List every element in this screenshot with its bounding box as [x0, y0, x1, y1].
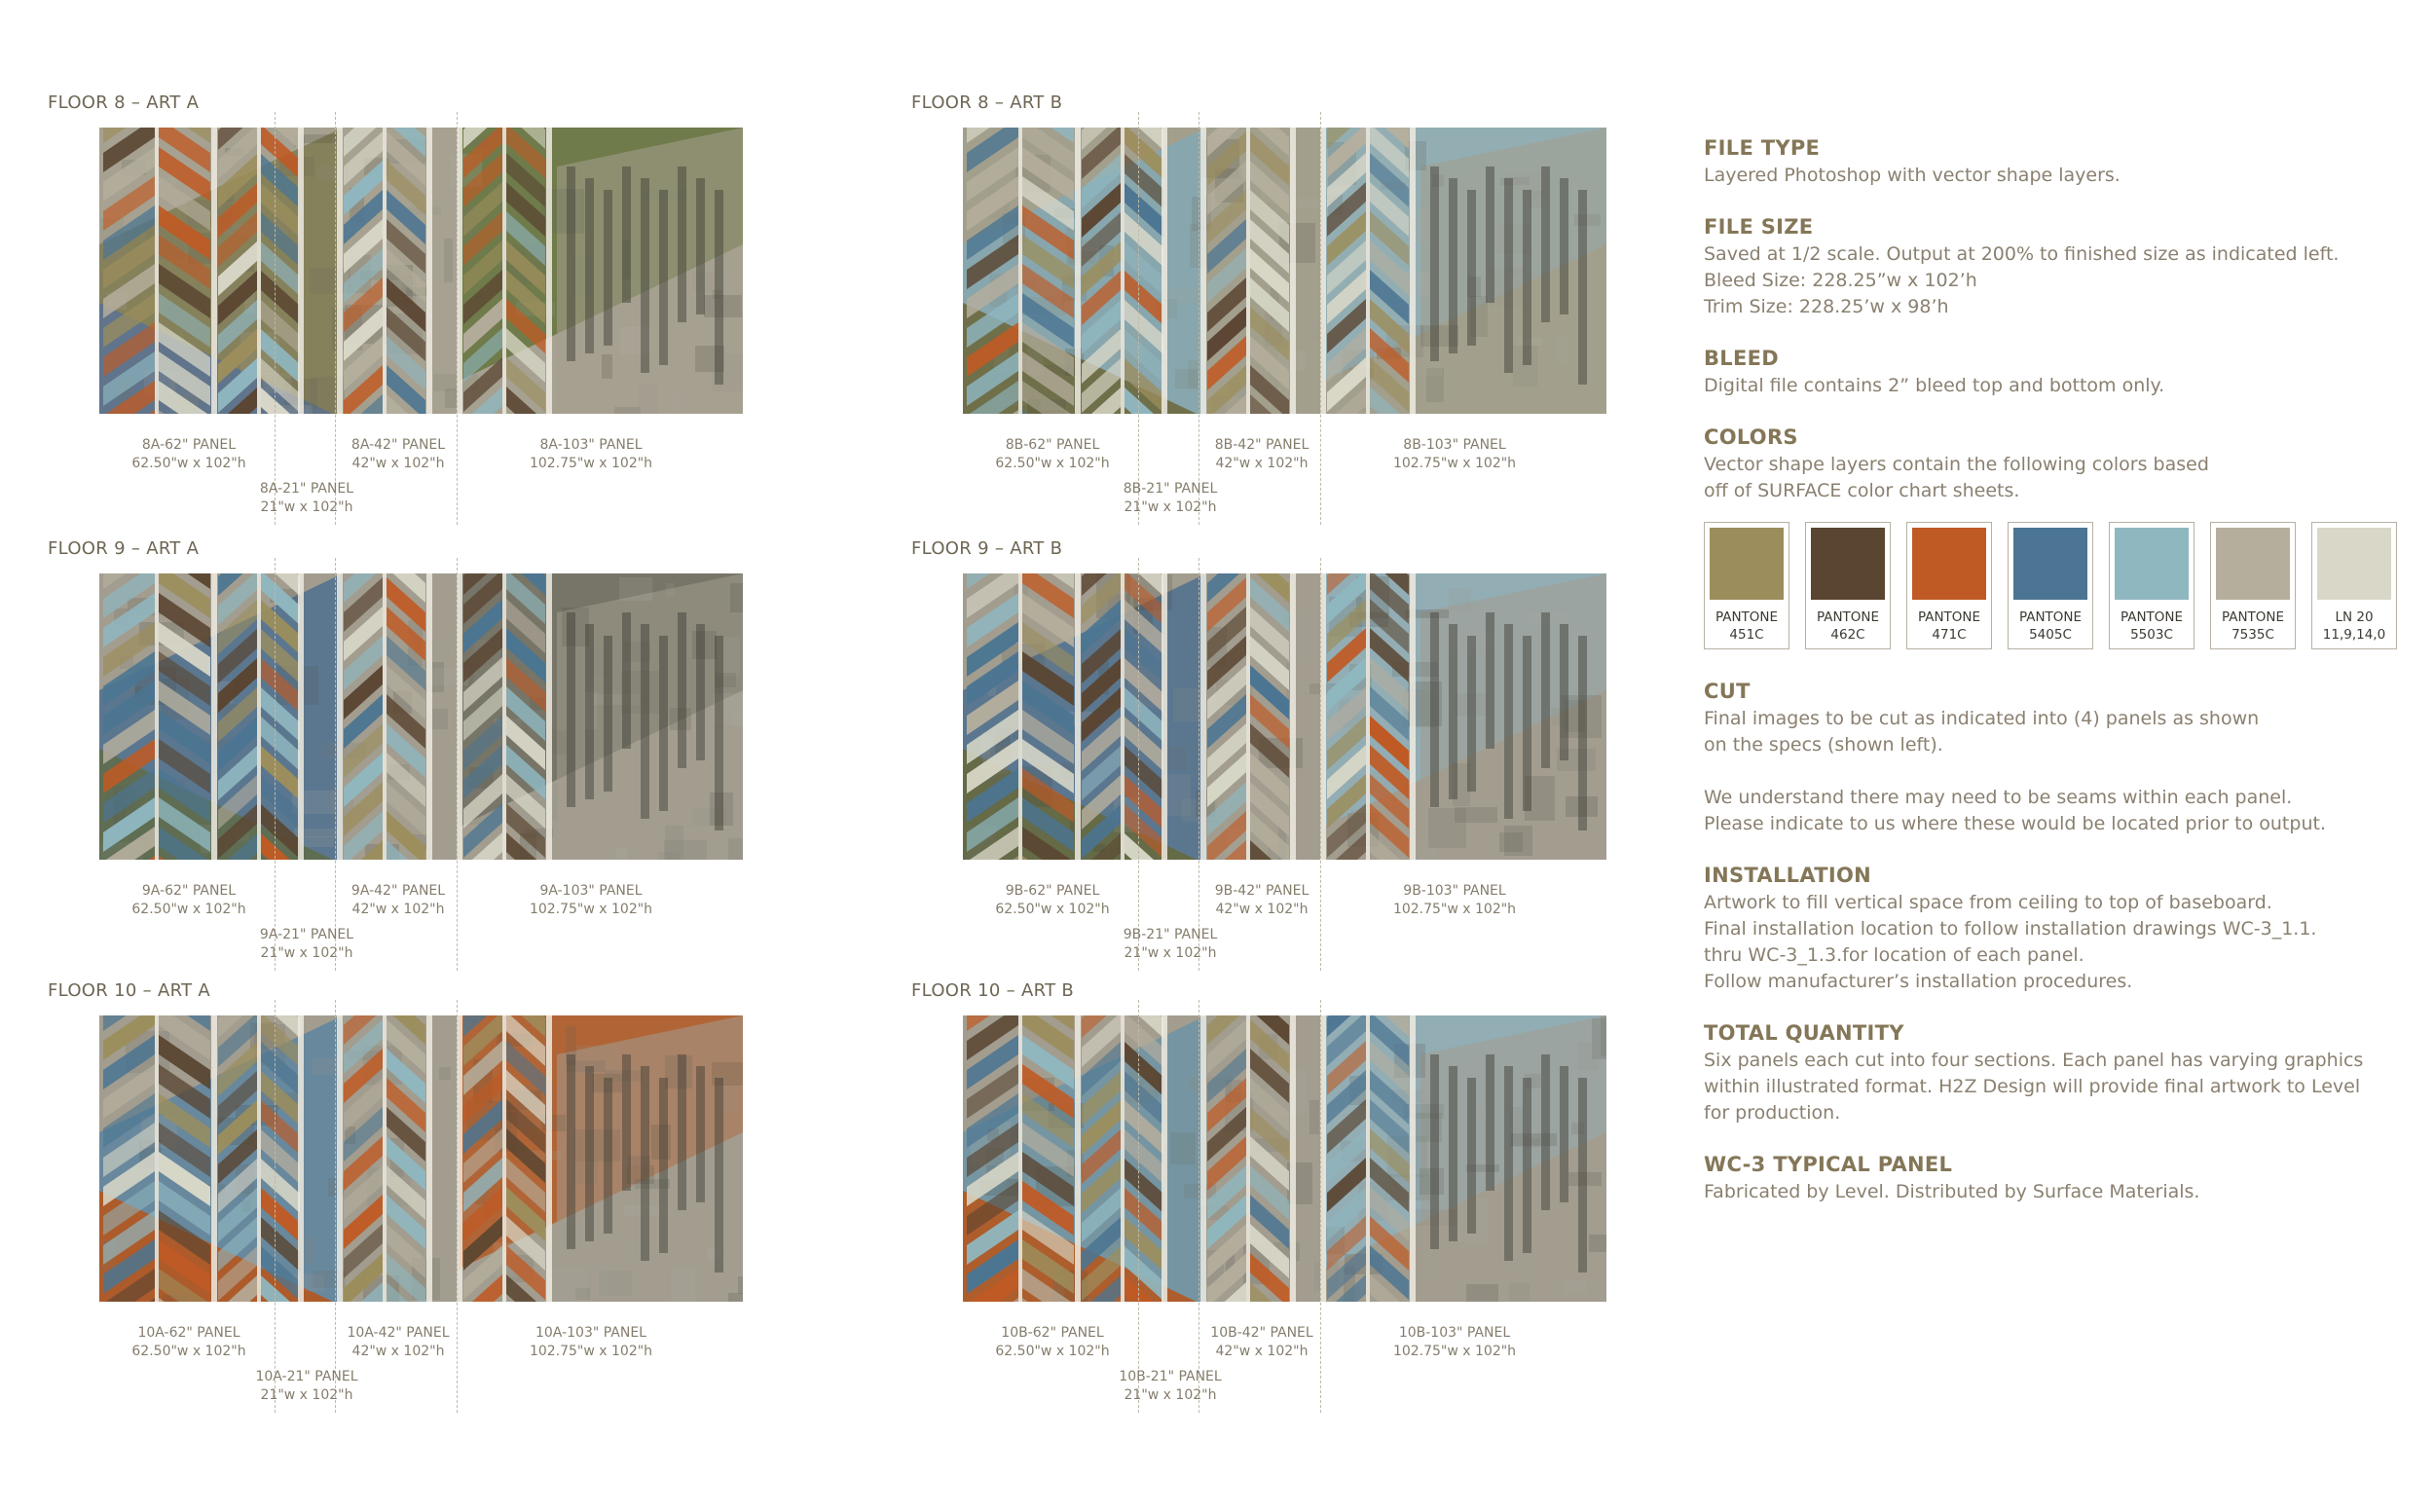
- panel-name: 10B-21" PANEL: [1119, 1369, 1222, 1384]
- swatch-name: PANTONE: [2018, 609, 2083, 625]
- panel-size: 21"w x 102"h: [260, 499, 353, 515]
- panel-size: 102.75"w x 102"h: [529, 902, 653, 917]
- panel-label-62: [995, 1324, 1109, 1361]
- panel-label-42: [347, 1324, 449, 1361]
- swatch-chip: [2115, 528, 2189, 600]
- section-heading: WC-3 TYPICAL PANEL: [1704, 1153, 1953, 1176]
- panel-size: 21"w x 102"h: [260, 1387, 353, 1403]
- floor-title: FLOOR 10 – ART A: [48, 980, 210, 1001]
- panel-label-62: [131, 1324, 245, 1361]
- art-block: [911, 92, 1651, 521]
- panel-label-21: [1124, 926, 1218, 963]
- panel-label-103: [530, 1324, 652, 1361]
- panel-size: 102.75"w x 102"h: [1392, 456, 1517, 471]
- spec-text-line: Layered Photoshop with vector shape layers.: [1704, 165, 2121, 186]
- panel-label-21: [1119, 1368, 1221, 1405]
- panel-name: 10A-62" PANEL: [137, 1325, 240, 1341]
- panel-seam: [275, 1000, 276, 1413]
- panel-size: 42"w x 102"h: [351, 456, 445, 471]
- panel-size: 21"w x 102"h: [1124, 499, 1217, 515]
- panel-size: 62.50"w x 102"h: [995, 456, 1110, 471]
- panel-size: 62.50"w x 102"h: [995, 902, 1110, 917]
- mural-artwork-image: [99, 1015, 743, 1302]
- spec-text-line: Six panels each cut into four sections. Each panel has varying graphics: [1704, 1050, 2364, 1071]
- panel-size: 62.50"w x 102"h: [995, 1344, 1110, 1359]
- swatch-chip: [2317, 528, 2391, 600]
- panel-name: 10A-42" PANEL: [347, 1325, 450, 1341]
- panel-size: 102.75"w x 102"h: [1392, 1344, 1517, 1359]
- floor-title: FLOOR 8 – ART B: [911, 92, 1063, 113]
- swatch-code: 11,9,14,0: [2322, 627, 2386, 643]
- panel-seam: [335, 112, 336, 525]
- panel-label-42: [1215, 882, 1309, 919]
- panel-label-103: [1393, 1324, 1516, 1361]
- mural-graphic: [99, 128, 743, 414]
- spec-text-line: Vector shape layers contain the following colors based: [1704, 454, 2209, 475]
- floor-title: FLOOR 9 – ART B: [911, 538, 1063, 559]
- panel-name: 10A-103" PANEL: [535, 1325, 646, 1341]
- panel-seam: [1138, 558, 1139, 971]
- spec-text-line: We understand there may need to be seams within each panel.: [1704, 787, 2293, 808]
- panel-name: 9B-42" PANEL: [1214, 883, 1309, 899]
- mural-artwork-image: [963, 573, 1606, 860]
- section-heading: FILE SIZE: [1704, 215, 1814, 239]
- section-heading: INSTALLATION: [1704, 864, 1872, 887]
- panel-label-42: [351, 436, 445, 473]
- panel-seam: [457, 558, 458, 971]
- bleed-section: [1704, 347, 2405, 399]
- panel-size: 42"w x 102"h: [351, 1344, 445, 1359]
- spec-text-line: Trim Size: 228.25’w x 98’h: [1704, 296, 1949, 317]
- mural-graphic: [99, 1015, 743, 1302]
- panel-size: 62.50"w x 102"h: [131, 1344, 246, 1359]
- panel-seam: [1320, 1000, 1321, 1413]
- mural-artwork-image: [963, 1015, 1606, 1302]
- color-swatch: [2008, 522, 2093, 649]
- color-swatch: [2210, 522, 2296, 649]
- panel-name: 8A-42" PANEL: [350, 437, 446, 453]
- swatch-name: PANTONE: [2221, 609, 2285, 625]
- floor-title: FLOOR 8 – ART A: [48, 92, 200, 113]
- panel-name: 9B-21" PANEL: [1123, 927, 1218, 942]
- panel-label-62: [131, 882, 245, 919]
- total-quantity-section: [1704, 1021, 2405, 1126]
- art-block: [48, 92, 788, 521]
- color-swatch: [1805, 522, 1891, 649]
- panel-label-103: [530, 436, 652, 473]
- floor-title: FLOOR 10 – ART B: [911, 980, 1075, 1001]
- spec-text-line: Final installation location to follow installation drawings WC-3_1.1.: [1704, 918, 2317, 940]
- swatch-code: 471C: [1932, 627, 1967, 643]
- panel-name: 8A-103" PANEL: [539, 437, 643, 453]
- panel-seam: [275, 112, 276, 525]
- swatch-name: PANTONE: [2120, 609, 2184, 625]
- cut-section: [1704, 680, 2405, 837]
- panel-size: 42"w x 102"h: [1215, 902, 1309, 917]
- mural-graphic: [963, 1015, 1606, 1302]
- panel-name: 8B-62" PANEL: [1005, 437, 1100, 453]
- panel-label-42: [1215, 436, 1309, 473]
- panel-name: 10A-21" PANEL: [255, 1369, 358, 1384]
- panel-name: 9A-62" PANEL: [141, 883, 237, 899]
- panel-seam: [1138, 112, 1139, 525]
- art-block: [48, 980, 788, 1409]
- spec-text-line: [1704, 758, 2405, 785]
- file-size-section: [1704, 215, 2405, 320]
- panel-size: 21"w x 102"h: [1124, 1387, 1217, 1403]
- spec-text-line: for production.: [1704, 1102, 1841, 1124]
- panel-label-21: [260, 480, 353, 517]
- spec-text-line: off of SURFACE color chart sheets.: [1704, 480, 2020, 501]
- panel-size: 42"w x 102"h: [351, 902, 445, 917]
- file-type-section: [1704, 136, 2405, 189]
- mural-graphic: [963, 128, 1606, 414]
- swatch-chip: [2013, 528, 2087, 600]
- color-swatches: [1704, 522, 2405, 649]
- mural-graphic: [99, 573, 743, 860]
- panel-name: 9A-103" PANEL: [539, 883, 643, 899]
- panel-name: 8B-42" PANEL: [1214, 437, 1309, 453]
- swatch-code: 451C: [1729, 627, 1764, 643]
- color-swatch: [1704, 522, 1789, 649]
- swatch-name: PANTONE: [1816, 609, 1880, 625]
- mural-artwork-image: [99, 128, 743, 414]
- installation-section: [1704, 864, 2405, 995]
- art-block: [911, 980, 1651, 1409]
- spec-text-line: Follow manufacturer’s installation procedures.: [1704, 971, 2133, 992]
- panel-label-62: [995, 436, 1109, 473]
- typical-panel-section: [1704, 1153, 2405, 1205]
- section-heading: FILE TYPE: [1704, 136, 1821, 160]
- swatch-code: 5405C: [2029, 627, 2072, 643]
- panel-size: 62.50"w x 102"h: [131, 456, 246, 471]
- swatch-code: 462C: [1830, 627, 1865, 643]
- panel-name: 9A-21" PANEL: [259, 927, 354, 942]
- swatch-chip: [1912, 528, 1986, 600]
- panel-size: 62.50"w x 102"h: [131, 902, 246, 917]
- panel-label-42: [351, 882, 445, 919]
- mural-artwork-image: [99, 573, 743, 860]
- panel-name: 10B-62" PANEL: [1001, 1325, 1104, 1341]
- section-heading: CUT: [1704, 680, 1751, 703]
- panel-label-103: [1393, 882, 1516, 919]
- mural-artwork-image: [963, 128, 1606, 414]
- swatch-chip: [1710, 528, 1784, 600]
- spec-text-line: Digital file contains 2” bleed top and bottom only.: [1704, 375, 2165, 396]
- swatch-code: 5503C: [2130, 627, 2173, 643]
- art-block: [48, 538, 788, 967]
- panel-label-21: [260, 926, 353, 963]
- panel-seam: [1138, 1000, 1139, 1413]
- swatch-name: PANTONE: [1715, 609, 1779, 625]
- panel-size: 21"w x 102"h: [1124, 945, 1217, 961]
- panel-name: 9A-42" PANEL: [350, 883, 446, 899]
- panel-name: 8B-103" PANEL: [1403, 437, 1506, 453]
- panel-size: 102.75"w x 102"h: [529, 456, 653, 471]
- panel-name: 8B-21" PANEL: [1123, 481, 1218, 497]
- panel-name: 9B-103" PANEL: [1403, 883, 1506, 899]
- panel-label-103: [530, 882, 652, 919]
- panel-seam: [457, 112, 458, 525]
- spec-text-line: Fabricated by Level. Distributed by Surface Materials.: [1704, 1181, 2200, 1202]
- spec-text-line: on the specs (shown left).: [1704, 734, 1943, 756]
- swatch-code: 7535C: [2231, 627, 2274, 643]
- spec-text-line: Bleed Size: 228.25”w x 102’h: [1704, 270, 1977, 291]
- panel-name: 10B-42" PANEL: [1210, 1325, 1313, 1341]
- color-swatch: [2311, 522, 2397, 649]
- panel-seam: [457, 1000, 458, 1413]
- panel-size: 102.75"w x 102"h: [529, 1344, 653, 1359]
- spec-column: [1704, 136, 2405, 1232]
- floor-title: FLOOR 9 – ART A: [48, 538, 200, 559]
- panel-label-62: [995, 882, 1109, 919]
- panel-size: 42"w x 102"h: [1215, 1344, 1309, 1359]
- swatch-name: PANTONE: [1917, 609, 1981, 625]
- panel-label-103: [1393, 436, 1516, 473]
- colors-section: [1704, 425, 2405, 504]
- panel-name: 10B-103" PANEL: [1398, 1325, 1511, 1341]
- section-heading: BLEED: [1704, 347, 1780, 370]
- swatch-chip: [2216, 528, 2290, 600]
- panel-name: 8A-21" PANEL: [259, 481, 354, 497]
- swatch-name: LN 20: [2335, 609, 2374, 625]
- panel-seam: [1320, 558, 1321, 971]
- panel-name: 8A-62" PANEL: [141, 437, 237, 453]
- color-swatch: [2109, 522, 2194, 649]
- panel-label-62: [131, 436, 245, 473]
- spec-text-line: Final images to be cut as indicated into (4) panels as shown: [1704, 708, 2260, 729]
- mural-graphic: [963, 573, 1606, 860]
- spec-text-line: Saved at 1/2 scale. Output at 200% to finished size as indicated left.: [1704, 243, 2340, 265]
- panel-size: 102.75"w x 102"h: [1392, 902, 1517, 917]
- spec-text-line: thru WC-3_1.3.for location of each panel.: [1704, 944, 2084, 966]
- panel-name: 9B-62" PANEL: [1005, 883, 1100, 899]
- panel-label-21: [255, 1368, 357, 1405]
- panel-seam: [275, 558, 276, 971]
- art-block: [911, 538, 1651, 967]
- panel-seam: [335, 1000, 336, 1413]
- spec-text-line: Artwork to fill vertical space from ceiling to top of baseboard.: [1704, 892, 2272, 913]
- panel-size: 42"w x 102"h: [1215, 456, 1309, 471]
- panel-size: 21"w x 102"h: [260, 945, 353, 961]
- panel-label-42: [1210, 1324, 1312, 1361]
- color-swatch: [1906, 522, 1992, 649]
- section-heading: COLORS: [1704, 425, 1798, 449]
- panel-label-21: [1124, 480, 1218, 517]
- section-heading: TOTAL QUANTITY: [1704, 1021, 1904, 1045]
- spec-text-line: Please indicate to us where these would be located prior to output.: [1704, 813, 2326, 834]
- panel-seam: [335, 558, 336, 971]
- swatch-chip: [1811, 528, 1885, 600]
- panel-seam: [1320, 112, 1321, 525]
- spec-text-line: within illustrated format. H2Z Design will provide final artwork to Level: [1704, 1076, 2361, 1097]
